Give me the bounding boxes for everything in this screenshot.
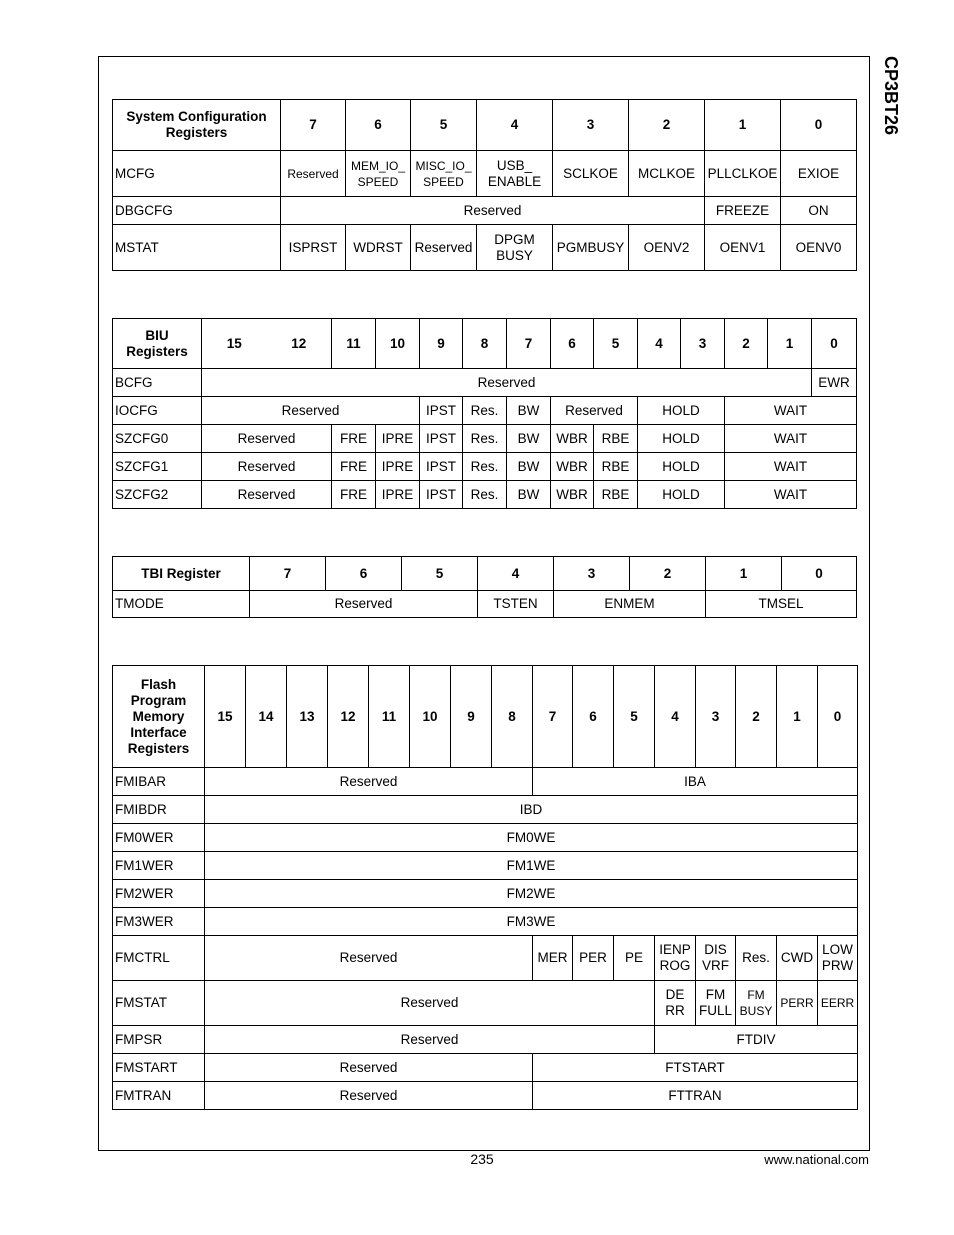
field: IBD <box>205 796 858 824</box>
register-name: SZCFG2 <box>113 481 202 509</box>
bit-8: 8 <box>492 666 533 768</box>
field: FM FULL <box>696 981 736 1026</box>
bit-10: 10 <box>410 666 451 768</box>
field: ISPRST <box>281 225 346 271</box>
register-name: MSTAT <box>113 225 281 271</box>
register-row-fm2wer <box>113 880 858 908</box>
bit-1: 1 <box>768 319 812 369</box>
field: PERR <box>777 981 818 1026</box>
field: OENV2 <box>629 225 705 271</box>
bit-7: 7 <box>507 319 551 369</box>
field: MER <box>533 936 573 981</box>
bit-11: 11 <box>332 319 376 369</box>
field: WAIT <box>725 453 857 481</box>
field: WBR <box>551 453 594 481</box>
bit-8: 8 <box>463 319 507 369</box>
table-title: System Configuration Registers <box>113 100 281 151</box>
field: PER <box>573 936 614 981</box>
table-title: TBI Register <box>113 557 250 591</box>
field: LOW PRW <box>818 936 858 981</box>
field: IPRE <box>376 453 420 481</box>
field: OENV0 <box>781 225 857 271</box>
bit-12: 12 <box>328 666 369 768</box>
field: FTDIV <box>655 1026 858 1054</box>
register-name: FMCTRL <box>113 936 205 981</box>
register-name: FMIBAR <box>113 768 205 796</box>
header-row <box>113 319 857 369</box>
bit-3: 3 <box>681 319 725 369</box>
system-configuration-registers-table <box>112 99 857 271</box>
bit-2: 2 <box>736 666 777 768</box>
field: RBE <box>594 453 638 481</box>
field: Reserved <box>205 768 533 796</box>
bit-2: 2 <box>629 100 705 151</box>
bit-4: 4 <box>655 666 696 768</box>
page-number: 235 <box>470 1151 494 1167</box>
field: Reserved <box>411 225 477 271</box>
register-name: FM1WER <box>113 852 205 880</box>
bit-7: 7 <box>250 557 326 591</box>
field: Res. <box>463 397 507 425</box>
field: IPST <box>420 453 463 481</box>
field: DE RR <box>655 981 696 1026</box>
bit-5: 5 <box>594 319 638 369</box>
field: BW <box>507 397 551 425</box>
bit-0: 0 <box>781 100 857 151</box>
register-name: FMSTAT <box>113 981 205 1026</box>
field: FRE <box>332 453 376 481</box>
register-row-fm0wer <box>113 824 858 852</box>
site-url: www.national.com <box>764 1152 869 1167</box>
field: DIS VRF <box>696 936 736 981</box>
field: ON <box>781 197 857 225</box>
biu-registers-table <box>112 318 857 509</box>
register-row-iocfg <box>113 397 857 425</box>
field: EERR <box>818 981 858 1026</box>
bit-0: 0 <box>818 666 858 768</box>
field: PE <box>614 936 655 981</box>
register-row-fmctrl <box>113 936 858 981</box>
register-row-mstat <box>113 225 857 271</box>
register-row-mcfg <box>113 151 857 197</box>
register-row-bcfg <box>113 369 857 397</box>
flash-program-memory-interface-registers-table <box>112 665 858 1110</box>
register-row-fmstart <box>113 1054 858 1082</box>
field: FM1WE <box>205 852 858 880</box>
register-row-fm1wer <box>113 852 858 880</box>
header-row <box>113 100 857 151</box>
field: HOLD <box>638 481 725 509</box>
register-row-szcfg1 <box>113 453 857 481</box>
field: TSTEN <box>478 591 554 618</box>
bit-13: 13 <box>287 666 328 768</box>
field: RBE <box>594 481 638 509</box>
field: RBE <box>594 425 638 453</box>
register-row-fmibdr <box>113 796 858 824</box>
field: IPST <box>420 425 463 453</box>
bit-3: 3 <box>696 666 736 768</box>
field: IBA <box>533 768 858 796</box>
register-row-fmstat <box>113 981 858 1026</box>
field: Reserved <box>205 936 533 981</box>
bit-14: 14 <box>246 666 287 768</box>
field: Reserved <box>202 425 332 453</box>
field: Reserved <box>281 197 705 225</box>
bit-1: 1 <box>705 100 781 151</box>
table-title: BIU Registers <box>113 319 202 369</box>
register-row-fmpsr <box>113 1026 858 1054</box>
bit-6: 6 <box>551 319 594 369</box>
field: PGMBUSY <box>553 225 629 271</box>
field: BW <box>507 425 551 453</box>
field: ENMEM <box>554 591 706 618</box>
register-name: FMIBDR <box>113 796 205 824</box>
field: HOLD <box>638 453 725 481</box>
field: Reserved <box>202 397 420 425</box>
header-row <box>113 666 858 768</box>
field: WAIT <box>725 481 857 509</box>
header-row <box>113 557 857 591</box>
bit-5: 5 <box>614 666 655 768</box>
field: Res. <box>736 936 777 981</box>
field: FTTRAN <box>533 1082 858 1110</box>
field: BW <box>507 453 551 481</box>
register-name: FM3WER <box>113 908 205 936</box>
register-name: SZCFG0 <box>113 425 202 453</box>
field: USB_ ENABLE <box>477 151 553 197</box>
field: Res. <box>463 481 507 509</box>
field: Reserved <box>202 453 332 481</box>
field: EXIOE <box>781 151 857 197</box>
field: IPRE <box>376 481 420 509</box>
field: FRE <box>332 425 376 453</box>
field: Reserved <box>250 591 478 618</box>
field: Reserved <box>205 1082 533 1110</box>
field: Reserved <box>205 1026 655 1054</box>
field: MISC_IO_ SPEED <box>411 151 477 197</box>
field: OENV1 <box>705 225 781 271</box>
register-name: DBGCFG <box>113 197 281 225</box>
bit-5: 5 <box>411 100 477 151</box>
field: WBR <box>551 425 594 453</box>
bit-11: 11 <box>369 666 410 768</box>
register-name: SZCFG1 <box>113 453 202 481</box>
register-row-fmtran <box>113 1082 858 1110</box>
side-title: CP3BT26 <box>881 56 901 136</box>
bit-7: 7 <box>281 100 346 151</box>
field: IPST <box>420 397 463 425</box>
field: WBR <box>551 481 594 509</box>
field: FM0WE <box>205 824 858 852</box>
bit-4: 4 <box>638 319 681 369</box>
field: IPRE <box>376 425 420 453</box>
table-title: Flash Program Memory Interface Registers <box>113 666 205 768</box>
field: Reserved <box>551 397 638 425</box>
bit-7: 7 <box>533 666 573 768</box>
register-name: FMSTART <box>113 1054 205 1082</box>
bit-9: 9 <box>420 319 463 369</box>
field: CWD <box>777 936 818 981</box>
register-name: BCFG <box>113 369 202 397</box>
field: Res. <box>463 425 507 453</box>
bit-6: 6 <box>346 100 411 151</box>
bit-0: 0 <box>812 319 857 369</box>
bit-5: 5 <box>402 557 478 591</box>
register-row-fm3wer <box>113 908 858 936</box>
field: SCLKOE <box>553 151 629 197</box>
field: Reserved <box>202 481 332 509</box>
field: WDRST <box>346 225 411 271</box>
bit-15: 15 <box>202 319 267 369</box>
register-row-fmibar <box>113 768 858 796</box>
register-row-dbgcfg <box>113 197 857 225</box>
bit-3: 3 <box>554 557 630 591</box>
field: WAIT <box>725 425 857 453</box>
register-name: FMTRAN <box>113 1082 205 1110</box>
field: FM3WE <box>205 908 858 936</box>
bit-6: 6 <box>573 666 614 768</box>
field: FM BUSY <box>736 981 777 1026</box>
register-name: IOCFG <box>113 397 202 425</box>
register-name: FMPSR <box>113 1026 205 1054</box>
bit-1: 1 <box>777 666 818 768</box>
bit-1: 1 <box>706 557 782 591</box>
field: Reserved <box>202 369 812 397</box>
bit-12: 12 <box>267 319 332 369</box>
bit-4: 4 <box>478 557 554 591</box>
field: Reserved <box>205 1054 533 1082</box>
field: HOLD <box>638 397 725 425</box>
field: BW <box>507 481 551 509</box>
bit-3: 3 <box>553 100 629 151</box>
field: DPGM BUSY <box>477 225 553 271</box>
field: HOLD <box>638 425 725 453</box>
register-row-szcfg2 <box>113 481 857 509</box>
bit-2: 2 <box>725 319 768 369</box>
field: FTSTART <box>533 1054 858 1082</box>
field: FREEZE <box>705 197 781 225</box>
register-name: FM2WER <box>113 880 205 908</box>
field: IENP ROG <box>655 936 696 981</box>
field: Reserved <box>281 151 346 197</box>
field: FRE <box>332 481 376 509</box>
bit-10: 10 <box>376 319 420 369</box>
register-row-tmode <box>113 591 857 618</box>
bit-15: 15 <box>205 666 246 768</box>
bit-9: 9 <box>451 666 492 768</box>
register-name: FM0WER <box>113 824 205 852</box>
field: Reserved <box>205 981 655 1026</box>
register-name: TMODE <box>113 591 250 618</box>
field: MEM_IO_ SPEED <box>346 151 411 197</box>
field: TMSEL <box>706 591 857 618</box>
register-name: MCFG <box>113 151 281 197</box>
field: EWR <box>812 369 857 397</box>
tbi-register-table <box>112 556 857 618</box>
bit-0: 0 <box>782 557 857 591</box>
bit-4: 4 <box>477 100 553 151</box>
register-row-szcfg0 <box>113 425 857 453</box>
bit-2: 2 <box>630 557 706 591</box>
field: WAIT <box>725 397 857 425</box>
field: MCLKOE <box>629 151 705 197</box>
field: Res. <box>463 453 507 481</box>
field: IPST <box>420 481 463 509</box>
bit-6: 6 <box>326 557 402 591</box>
field: FM2WE <box>205 880 858 908</box>
field: PLLCLKOE <box>705 151 781 197</box>
